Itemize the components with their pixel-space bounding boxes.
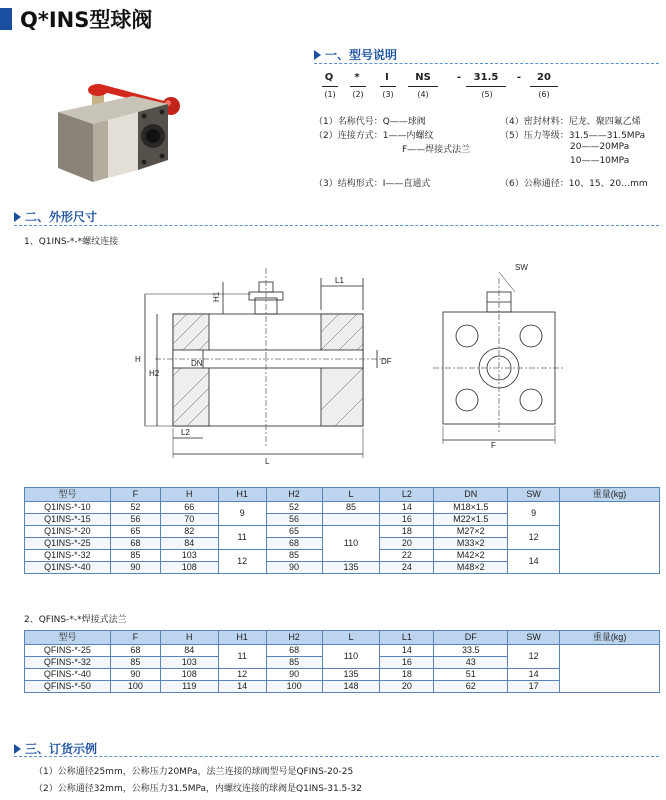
code-number: (3) bbox=[382, 90, 394, 99]
code-part: 20 bbox=[537, 72, 551, 83]
table-cell: 68 bbox=[110, 645, 160, 657]
table-cell: 17 bbox=[508, 681, 560, 693]
code-part: - bbox=[456, 72, 462, 83]
table-row bbox=[25, 502, 660, 514]
table-cell: Q1INS-*-10 bbox=[25, 502, 111, 514]
table-cell: 11 bbox=[218, 526, 266, 550]
model-code-row bbox=[322, 72, 622, 106]
table-cell bbox=[560, 502, 660, 574]
table-cell: 85 bbox=[322, 502, 380, 514]
table-cell: QFINS-*-32 bbox=[25, 657, 111, 669]
table-cell: Q1INS-*-15 bbox=[25, 514, 111, 526]
table-cell bbox=[322, 514, 380, 526]
code-number: (1) bbox=[324, 90, 336, 99]
section-marker-icon bbox=[14, 744, 21, 754]
dim-label: L bbox=[265, 457, 270, 466]
dim-label: H2 bbox=[149, 369, 160, 378]
desc-item: （4）密封材料：尼龙、聚四氟乙烯 bbox=[500, 117, 641, 127]
table-cell: 108 bbox=[160, 669, 218, 681]
table-cell: 66 bbox=[160, 502, 218, 514]
table-cell: 90 bbox=[110, 669, 160, 681]
table-cell: 85 bbox=[266, 657, 322, 669]
code-number: (4) bbox=[417, 90, 429, 99]
desc-item: （5）压力等级：31.5——31.5MPa bbox=[500, 131, 646, 141]
column-header: 重量(kg) bbox=[560, 488, 660, 502]
table-cell: M27×2 bbox=[434, 526, 508, 538]
table-cell: 100 bbox=[110, 681, 160, 693]
table-cell: 100 bbox=[266, 681, 322, 693]
table-cell: Q1INS-*-40 bbox=[25, 562, 111, 574]
table-cell: 135 bbox=[322, 562, 380, 574]
code-part: Q bbox=[324, 72, 334, 83]
table-cell: M33×2 bbox=[434, 538, 508, 550]
table-cell: 85 bbox=[266, 550, 322, 562]
table-cell: 18 bbox=[380, 526, 434, 538]
table-cell: 108 bbox=[160, 562, 218, 574]
column-header: DN bbox=[434, 488, 508, 502]
table-cell: 68 bbox=[110, 538, 160, 550]
table-cell: 119 bbox=[160, 681, 218, 693]
dim-label: F bbox=[491, 441, 496, 450]
table-cell: 90 bbox=[266, 669, 322, 681]
table-cell bbox=[560, 645, 660, 693]
subsection-1-title: 1、Q1INS-*-*螺纹连接 bbox=[24, 237, 119, 247]
table-cell: QFINS-*-40 bbox=[25, 669, 111, 681]
spec-table-flange bbox=[24, 630, 660, 693]
desc-item: （3）结构形式：I——直通式 bbox=[314, 179, 431, 189]
table-cell: 65 bbox=[110, 526, 160, 538]
desc-item: （2）连接方式：1——内螺纹 bbox=[314, 131, 434, 141]
table-cell: 12 bbox=[218, 669, 266, 681]
section-1-heading-text: 一、型号说明 bbox=[325, 48, 398, 62]
table-cell: 51 bbox=[434, 669, 508, 681]
table-cell: 90 bbox=[266, 562, 322, 574]
table-cell: 82 bbox=[160, 526, 218, 538]
column-header: F bbox=[110, 488, 160, 502]
table-cell: Q1INS-*-25 bbox=[25, 538, 111, 550]
table-cell: M18×1.5 bbox=[434, 502, 508, 514]
table-cell: Q1INS-*-32 bbox=[25, 550, 111, 562]
dim-label: DF bbox=[381, 357, 392, 366]
code-part: NS bbox=[415, 72, 431, 83]
table-cell: 16 bbox=[380, 657, 434, 669]
code-underline bbox=[466, 86, 506, 87]
desc-item: 20——20MPa bbox=[570, 142, 630, 152]
table-cell: 135 bbox=[322, 669, 380, 681]
table-cell: 16 bbox=[380, 514, 434, 526]
table-cell: QFINS-*-25 bbox=[25, 645, 111, 657]
dim-label: DN bbox=[191, 359, 203, 368]
table-cell: 103 bbox=[160, 657, 218, 669]
subsection-2-title: 2、QFINS-*-*焊接式法兰 bbox=[24, 615, 127, 625]
table-cell: 14 bbox=[508, 550, 560, 574]
table-cell: 70 bbox=[160, 514, 218, 526]
table-cell: 56 bbox=[110, 514, 160, 526]
section-2-heading-text: 二、外形尺寸 bbox=[25, 210, 98, 224]
table-cell: 68 bbox=[266, 645, 322, 657]
table-cell: 14 bbox=[380, 645, 434, 657]
table-cell: 33.5 bbox=[434, 645, 508, 657]
page-header bbox=[0, 0, 666, 40]
dim-label: L1 bbox=[335, 276, 344, 285]
code-number: (6) bbox=[538, 90, 550, 99]
table-cell: M22×1.5 bbox=[434, 514, 508, 526]
table-cell: 84 bbox=[160, 645, 218, 657]
spec-table-threaded bbox=[24, 487, 660, 574]
code-underline bbox=[350, 86, 366, 87]
table-cell: 90 bbox=[110, 562, 160, 574]
order-example: （1）公称通径25mm，公称压力20MPa，法兰连接的球阀型号是QFINS-20-25 bbox=[34, 767, 354, 777]
column-header: L1 bbox=[380, 631, 434, 645]
section-1-heading bbox=[314, 46, 397, 63]
section-marker-icon bbox=[314, 50, 321, 60]
desc-item: F——焊接式法兰 bbox=[402, 145, 471, 155]
code-number: (2) bbox=[352, 90, 364, 99]
section-2-heading bbox=[14, 208, 97, 225]
table-header-row bbox=[25, 631, 660, 645]
section-3-rule bbox=[14, 756, 659, 757]
table-cell: 24 bbox=[380, 562, 434, 574]
code-part: I bbox=[385, 72, 389, 83]
column-header: F bbox=[110, 631, 160, 645]
code-part: - bbox=[516, 72, 522, 83]
code-underline bbox=[408, 86, 438, 87]
column-header: L bbox=[322, 631, 380, 645]
table-cell: 148 bbox=[322, 681, 380, 693]
table-cell: 12 bbox=[508, 526, 560, 550]
dim-label: H1 bbox=[212, 291, 221, 302]
section-3-heading bbox=[14, 740, 97, 757]
table-cell: 20 bbox=[380, 538, 434, 550]
ball-valve-photo bbox=[38, 72, 188, 187]
section-2-rule bbox=[14, 225, 659, 226]
code-underline bbox=[530, 86, 558, 87]
column-header: 型号 bbox=[25, 631, 111, 645]
table-cell: 20 bbox=[380, 681, 434, 693]
code-part: 31.5 bbox=[473, 72, 499, 83]
table-cell: 110 bbox=[322, 526, 380, 562]
section-3-heading-text: 三、订货示例 bbox=[25, 742, 98, 756]
column-header: L bbox=[322, 488, 380, 502]
column-header: L2 bbox=[380, 488, 434, 502]
desc-item: （1）名称代号：Q——球阀 bbox=[314, 117, 426, 127]
table-cell: 52 bbox=[110, 502, 160, 514]
table-cell: 85 bbox=[110, 657, 160, 669]
code-underline bbox=[322, 86, 338, 87]
title-accent-bar bbox=[0, 8, 12, 30]
column-header: 型号 bbox=[25, 488, 111, 502]
dim-label: SW bbox=[515, 263, 528, 272]
code-underline bbox=[380, 86, 396, 87]
table-cell: Q1INS-*-20 bbox=[25, 526, 111, 538]
dim-label: L2 bbox=[181, 428, 190, 437]
table-cell: 9 bbox=[218, 502, 266, 526]
table-cell: M42×2 bbox=[434, 550, 508, 562]
table-cell: 12 bbox=[218, 550, 266, 574]
table-cell: 85 bbox=[110, 550, 160, 562]
column-header: H bbox=[160, 631, 218, 645]
order-example: （2）公称通径32mm，公称压力31.5MPa，内螺纹连接的球阀是Q1INS-31.5-32 bbox=[34, 784, 362, 794]
desc-item: 10——10MPa bbox=[570, 156, 630, 166]
code-number: (5) bbox=[481, 90, 493, 99]
column-header: 重量(kg) bbox=[560, 631, 660, 645]
column-header: H bbox=[160, 488, 218, 502]
table-cell: 9 bbox=[508, 502, 560, 526]
table-cell: 84 bbox=[160, 538, 218, 550]
table-cell: 110 bbox=[322, 645, 380, 669]
page-title: Q*INS型球阀 bbox=[20, 8, 153, 32]
table-cell: 11 bbox=[218, 645, 266, 669]
table-cell: QFINS-*-50 bbox=[25, 681, 111, 693]
table-row bbox=[25, 645, 660, 657]
dimension-drawing bbox=[95, 258, 565, 478]
dim-label: H bbox=[135, 355, 141, 364]
column-header: H1 bbox=[218, 488, 266, 502]
column-header: DF bbox=[434, 631, 508, 645]
table-cell: 14 bbox=[380, 502, 434, 514]
table-cell: 65 bbox=[266, 526, 322, 538]
table-cell: 18 bbox=[380, 669, 434, 681]
table-cell: 43 bbox=[434, 657, 508, 669]
section-1-rule bbox=[314, 63, 659, 64]
table-cell: 62 bbox=[434, 681, 508, 693]
column-header: SW bbox=[508, 488, 560, 502]
table-cell: 103 bbox=[160, 550, 218, 562]
table-cell: 14 bbox=[218, 681, 266, 693]
table-cell: 22 bbox=[380, 550, 434, 562]
table-cell: 12 bbox=[508, 645, 560, 669]
column-header: H2 bbox=[266, 631, 322, 645]
desc-item: （6）公称通径：10、15、20…mm bbox=[500, 179, 648, 189]
table-cell: 14 bbox=[508, 669, 560, 681]
table-cell: M48×2 bbox=[434, 562, 508, 574]
code-part: * bbox=[354, 72, 360, 83]
table-header-row bbox=[25, 488, 660, 502]
column-header: H2 bbox=[266, 488, 322, 502]
table-cell: 56 bbox=[266, 514, 322, 526]
column-header: SW bbox=[508, 631, 560, 645]
table-cell: 52 bbox=[266, 502, 322, 514]
table-cell: 68 bbox=[266, 538, 322, 550]
column-header: H1 bbox=[218, 631, 266, 645]
section-marker-icon bbox=[14, 212, 21, 222]
